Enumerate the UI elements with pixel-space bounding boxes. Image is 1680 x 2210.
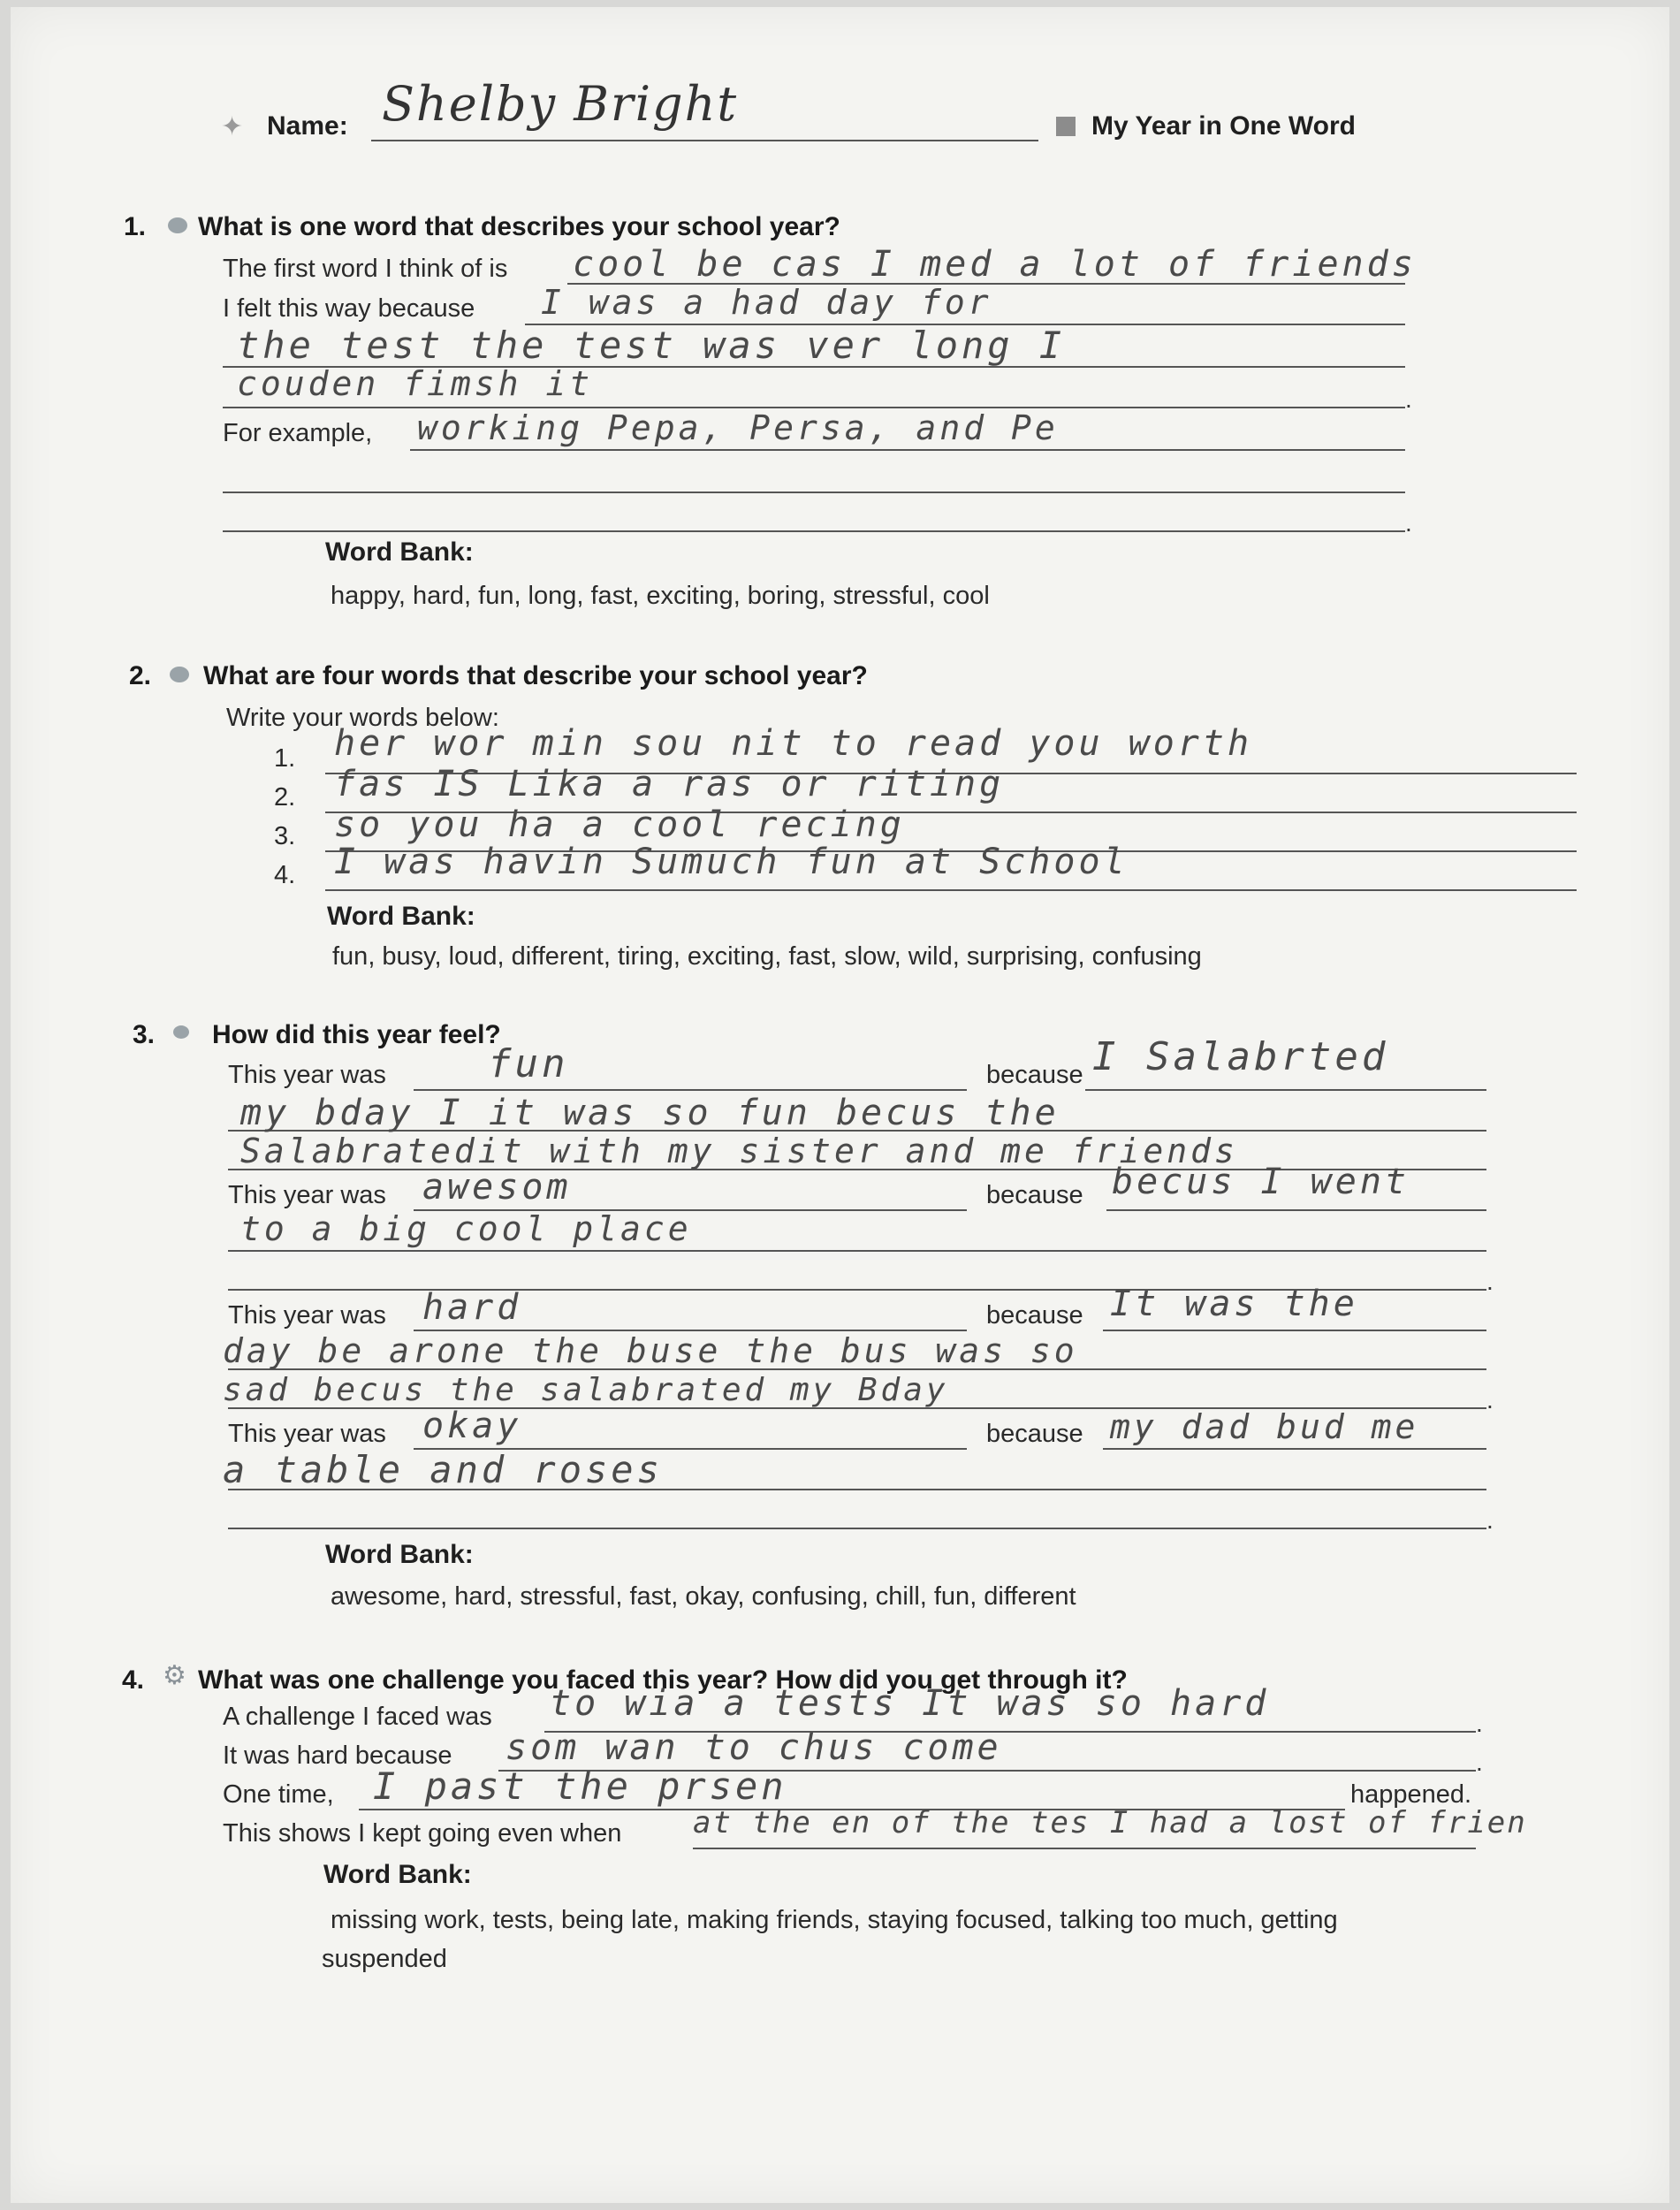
q1-felt-answer-2[interactable]: the test the test was ver long I <box>237 324 1066 367</box>
q3-question: How did this year feel? <box>212 1020 501 1049</box>
q1-question: What is one word that describes your school year? <box>198 212 840 241</box>
q1-felt-answer-3[interactable]: couden fimsh it <box>237 364 594 403</box>
q1-number: 1. <box>124 212 147 241</box>
q4-shows-answer[interactable]: at the en of the tes I had a lost of frien <box>693 1805 1527 1840</box>
q3-answer-line-3[interactable]: Salabratedit with my sister and me friends <box>240 1132 1238 1170</box>
q3-because-label: because <box>986 1061 1083 1089</box>
q3-number: 3. <box>133 1020 156 1049</box>
q3-because-answer[interactable]: becus I went <box>1112 1162 1410 1202</box>
q3-because-line <box>1103 1448 1486 1450</box>
name-value[interactable]: Shelby Bright <box>382 76 739 132</box>
speech-bubble-icon <box>173 1025 189 1039</box>
q4-question: What was one challenge you faced this year? How did you get through it? <box>198 1665 1128 1695</box>
q3-word-answer[interactable]: hard <box>422 1287 522 1328</box>
q4-word-bank-continued: suspended <box>322 1945 447 1973</box>
q3-period: . <box>1486 1268 1494 1295</box>
q4-onetime-label: One time, <box>223 1780 334 1809</box>
q4-shows-line <box>693 1848 1476 1849</box>
q2-word-bank-label: Word Bank: <box>327 902 475 931</box>
q2-item-line <box>325 889 1577 891</box>
q3-word-bank: awesome, hard, stressful, fast, okay, confusing, chill, fun, different <box>331 1582 1076 1611</box>
q1-first-word-answer[interactable]: cool be cas I med a lot of friends <box>573 244 1417 285</box>
q1-example-line-3 <box>223 530 1405 532</box>
q3-because-answer[interactable]: It was the <box>1110 1284 1358 1324</box>
q2-item-number: 1. <box>274 744 296 773</box>
q3-answer-line <box>228 1250 1486 1252</box>
q1-example-line-1 <box>410 449 1405 451</box>
q4-happened-label: happened. <box>1350 1780 1472 1809</box>
q3-because-label: because <box>986 1181 1083 1209</box>
q1-first-word-label: The first word I think of is <box>223 255 508 283</box>
name-line <box>371 140 1038 141</box>
q4-period: . <box>1476 1749 1483 1776</box>
q3-word-line <box>414 1089 967 1091</box>
q3-period: . <box>1486 1506 1494 1534</box>
q1-felt-answer-1[interactable]: I was a had day for <box>541 283 992 322</box>
speech-bubble-icon <box>168 217 187 233</box>
q3-answer-line-3[interactable]: sad becus the salabrated my Bday <box>223 1372 949 1408</box>
q4-onetime-answer[interactable]: I past the prsen <box>373 1764 787 1808</box>
q1-felt-label: I felt this way because <box>223 294 475 323</box>
q1-example-period: . <box>1405 509 1412 537</box>
q2-item-answer[interactable]: fas IS Lika a ras or riting <box>334 764 1005 804</box>
q3-because-line <box>1085 1089 1486 1091</box>
q2-item-number: 4. <box>274 861 296 889</box>
q3-because-answer[interactable]: I Salabrted <box>1092 1034 1389 1079</box>
star-icon: ✦ <box>221 112 244 141</box>
q3-because-label: because <box>986 1301 1083 1330</box>
q3-answer-line-2[interactable]: my bday I it was so fun becus the <box>240 1093 1060 1133</box>
q2-item-answer[interactable]: so you ha a cool recing <box>334 804 905 845</box>
q2-item-number: 2. <box>274 783 296 812</box>
q4-hard-answer[interactable]: som wan to chus come <box>506 1727 1002 1768</box>
q2-item-answer[interactable]: her wor min sou nit to read you worth <box>334 723 1253 764</box>
q2-item-answer[interactable]: I was havin Sumuch fun at School <box>334 842 1129 882</box>
gear-icon: ⚙ <box>163 1661 186 1690</box>
q3-this-year-label: This year was <box>228 1301 386 1330</box>
q4-challenge-answer[interactable]: to wia a tests It was so hard <box>550 1683 1270 1724</box>
q3-word-answer[interactable]: awesom <box>422 1167 572 1208</box>
page-title: My Year in One Word <box>1091 111 1356 141</box>
q1-example-answer[interactable]: working Pepa, Persa, and Pe <box>417 408 1059 447</box>
q2-number: 2. <box>129 661 152 690</box>
q4-word-bank-label: Word Bank: <box>323 1860 472 1889</box>
q4-period: . <box>1476 1710 1483 1737</box>
speech-bubble-icon <box>170 667 189 682</box>
square-icon <box>1056 117 1076 136</box>
q2-word-bank: fun, busy, loud, different, tiring, exciting, fast, slow, wild, surprising, confusing <box>332 942 1202 971</box>
q4-word-bank: missing work, tests, being late, making friends, staying focused, talking too much, getting <box>331 1906 1338 1934</box>
q2-item-number: 3. <box>274 822 296 850</box>
q1-word-bank-label: Word Bank: <box>325 537 474 567</box>
q4-shows-label: This shows I kept going even when <box>223 1819 622 1848</box>
worksheet-page <box>11 7 1669 2203</box>
q3-answer-line <box>228 1528 1486 1529</box>
name-label: Name: <box>267 111 348 141</box>
q3-period: . <box>1486 1386 1494 1414</box>
q3-word-answer[interactable]: fun <box>488 1041 569 1086</box>
q2-write-label: Write your words below: <box>226 704 499 732</box>
q3-because-line <box>1103 1330 1486 1331</box>
q2-question: What are four words that describe your school year? <box>203 661 868 690</box>
q4-hard-label: It was hard because <box>223 1741 452 1770</box>
q1-example-label: For example, <box>223 419 373 447</box>
q4-challenge-label: A challenge I faced was <box>223 1703 492 1731</box>
q4-number: 4. <box>122 1665 145 1695</box>
q3-this-year-label: This year was <box>228 1061 386 1089</box>
q1-word-bank: happy, hard, fun, long, fast, exciting, boring, stressful, cool <box>331 582 990 610</box>
q3-answer-line-2[interactable]: day be arone the buse the bus was so <box>223 1331 1078 1370</box>
q3-word-answer[interactable]: okay <box>422 1406 522 1446</box>
q3-this-year-label: This year was <box>228 1420 386 1448</box>
q3-answer-line-2[interactable]: to a big cool place <box>240 1209 692 1248</box>
q1-felt-period: . <box>1405 385 1412 413</box>
q3-because-line <box>1106 1209 1486 1211</box>
q3-answer-line-2[interactable]: a table and roses <box>223 1448 663 1491</box>
q1-example-line-2 <box>223 492 1405 493</box>
q3-this-year-label: This year was <box>228 1181 386 1209</box>
q3-because-answer[interactable]: my dad bud me <box>1110 1407 1419 1446</box>
q3-because-label: because <box>986 1420 1083 1448</box>
q3-word-bank-label: Word Bank: <box>325 1540 474 1569</box>
